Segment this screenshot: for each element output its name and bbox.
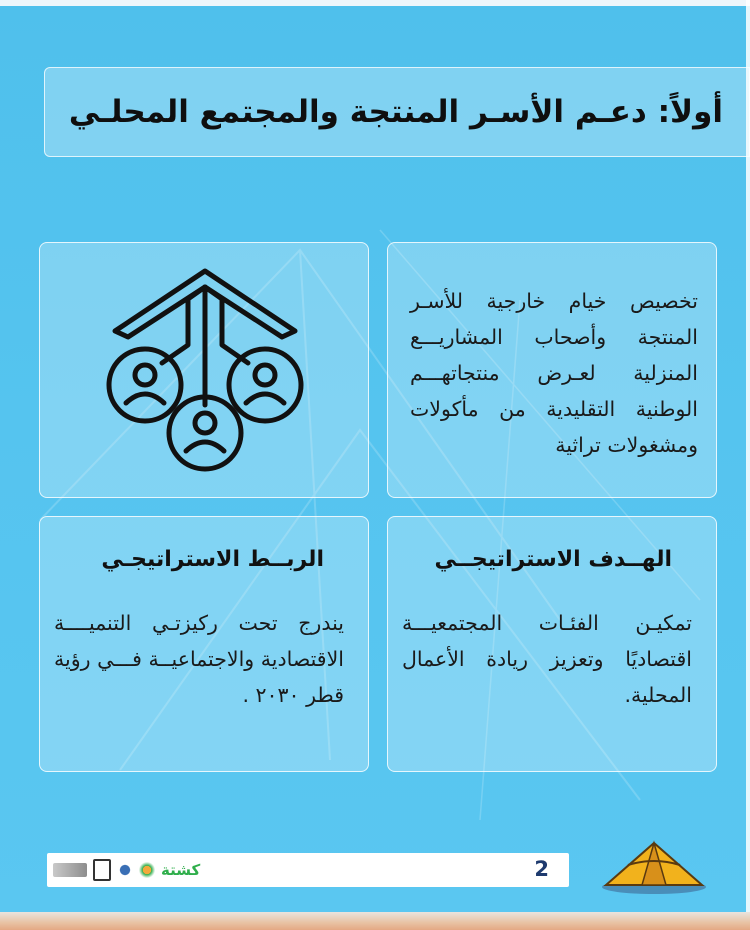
sponsor-logo <box>53 863 87 877</box>
section-header <box>44 67 750 157</box>
strategic-link-text: يندرج تحت ركيزتـي التنميــــة الاقتصادية والاجتماعيــة فـــي رؤية قطر ٢٠٣٠ . <box>54 611 344 707</box>
strategic-goal-text: تمكيـن الفئـات المجتمعيـــة اقتصاديًا وتعزيز ريادة الأعمال المحلية. <box>402 611 692 707</box>
strategic-goal-card <box>387 516 717 772</box>
description-text: تخصيص خيام خارجية للأسـر المنتجة وأصحاب المشاريـــع المنزلية لعـرض منتجاتهـــم الوطنية التقليدية من مأكولات ومشغولات تراثية <box>410 289 698 457</box>
right-border <box>746 0 750 930</box>
tent-logo <box>598 835 710 895</box>
page-number: 2 <box>534 857 549 881</box>
section-title: أولاً: دعـم الأسـر المنتجة والمجتمع المحلـي <box>68 94 723 130</box>
sponsor-logo <box>139 859 155 881</box>
brand-logo: كشتة <box>161 860 201 879</box>
description-card <box>387 242 717 498</box>
illustration-card <box>39 242 369 498</box>
sponsor-logo <box>117 859 133 881</box>
strategic-link-title: الربــط الاستراتيجـي <box>101 547 324 572</box>
strategic-goal-title: الهــدف الاستراتيجــي <box>434 547 672 572</box>
sponsor-logo <box>93 859 111 881</box>
bottom-border <box>0 912 750 930</box>
strategic-link-card <box>39 516 369 772</box>
sponsor-logos <box>53 857 213 883</box>
footer-bar <box>47 853 569 887</box>
people-converging-arrow-icon <box>100 265 310 475</box>
